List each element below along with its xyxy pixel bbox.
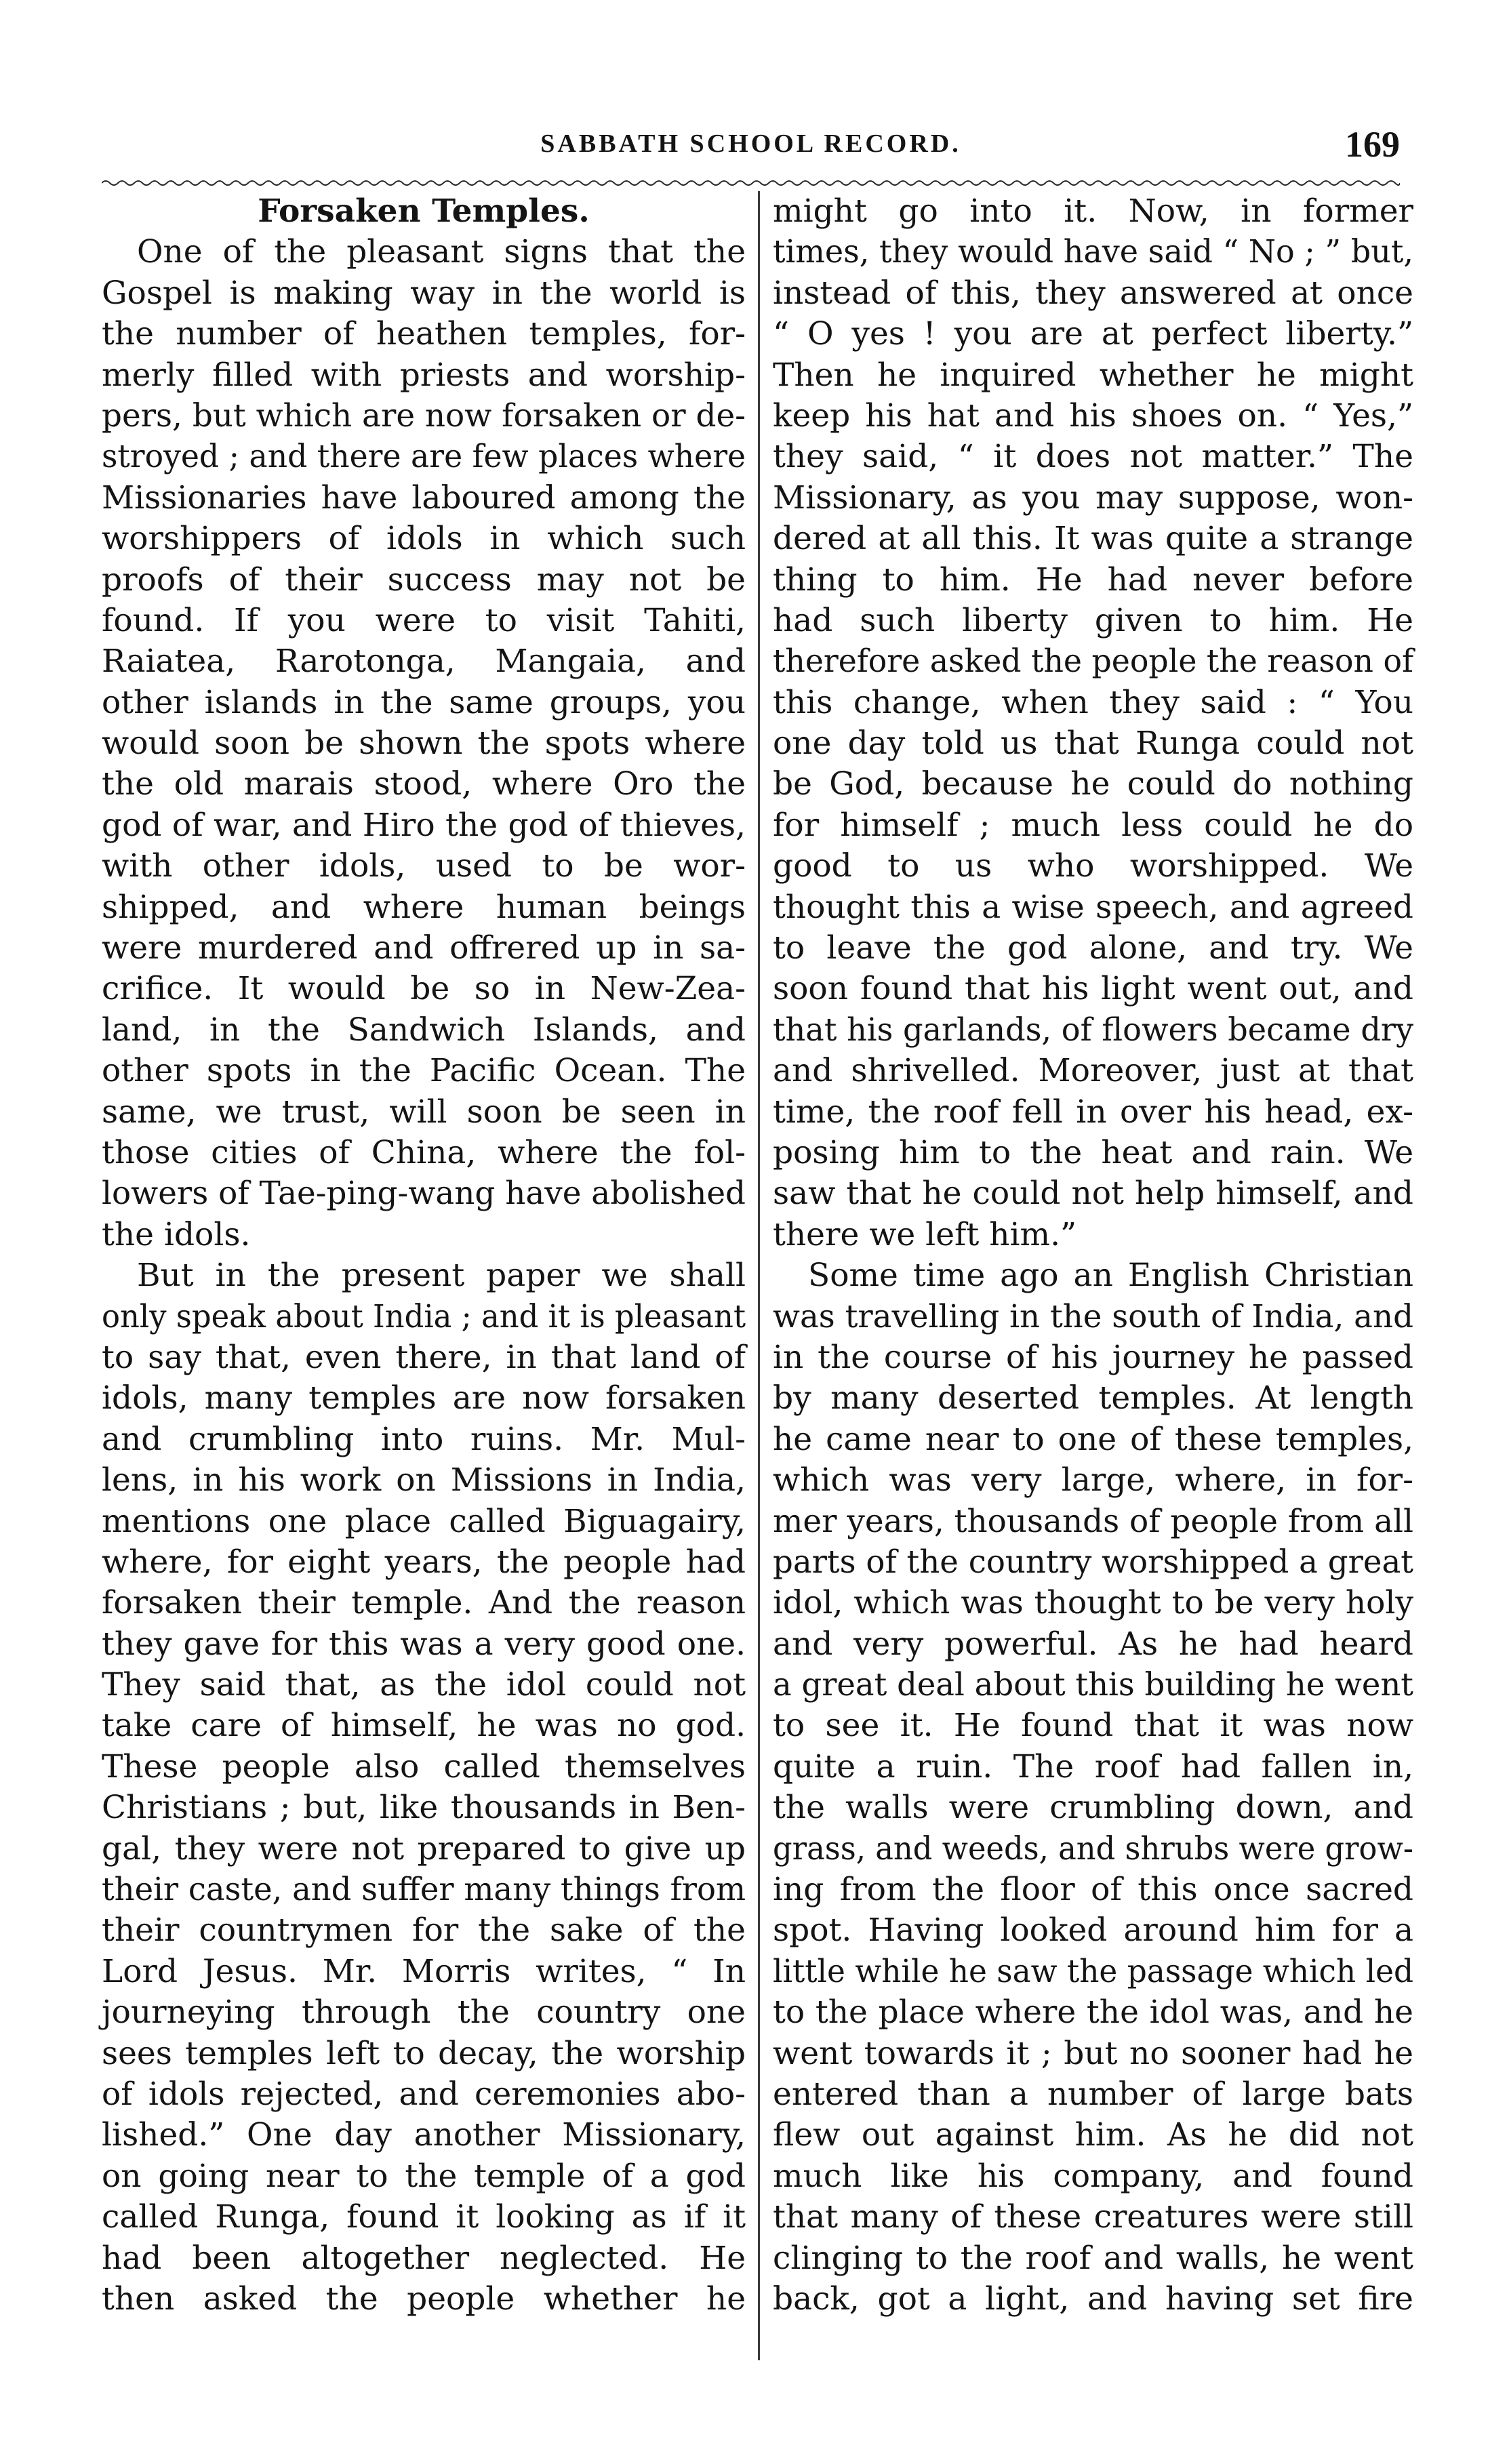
text-line: went towards it ; but no sooner had he [773, 2034, 1413, 2072]
text-line: grass, and weeds, and shrubs were grow- [773, 1830, 1413, 1867]
text-line: entered than a number of large bats [773, 2075, 1413, 2113]
text-line: then asked the people whether he [102, 2280, 746, 2318]
text-line: Gospel is making way in the world is [102, 274, 746, 312]
right-column [773, 191, 1413, 2320]
text-line: found. If you were to visit Tahiti, [102, 601, 746, 639]
article-title: Forsaken Temples. [258, 193, 590, 230]
text-line: were murdered and offrered up in sa- [102, 929, 746, 967]
text-line: One of the pleasant signs that the [137, 233, 746, 271]
text-line: the walls were crumbling down, and [773, 1789, 1414, 1827]
text-line: and crumbling into ruins. Mr. Mul- [102, 1420, 746, 1458]
text-line: Some time ago an English Christian [808, 1257, 1413, 1295]
text-line: and very powerful. As he had heard [773, 1625, 1414, 1663]
page-header [102, 124, 1400, 172]
text-line: time, the roof fell in over his head, ex- [773, 1093, 1414, 1131]
text-line: that many of these creatures were still [773, 2198, 1414, 2236]
text-line: for himself ; much less could he do [773, 806, 1413, 844]
text-line: same, we trust, will soon be seen in [102, 1093, 746, 1131]
text-line: their caste, and suffer many things from [102, 1871, 746, 1909]
text-line: called Runga, found it looking as if it [102, 2198, 746, 2236]
text-line: idol, which was thought to be very holy [773, 1584, 1413, 1622]
text-line: proofs of their success may not be [102, 561, 746, 599]
text-line: which was very large, where, in for- [773, 1461, 1413, 1499]
text-line: to say that, even there, in that land of [102, 1338, 746, 1376]
text-line: “ O yes ! you are at perfect liberty.” [773, 315, 1414, 353]
column-divider [758, 191, 760, 2360]
text-line: of idols rejected, and ceremonies abo- [102, 2075, 746, 2113]
text-line: pers, but which are now forsaken or de- [102, 397, 746, 435]
header-rule [102, 178, 1400, 187]
text-line: soon found that his light went out, and [773, 970, 1414, 1008]
text-line: worshippers of idols in which such [102, 520, 746, 558]
text-line: keep his hat and his shoes on. “ Yes,” [773, 397, 1413, 435]
text-line: posing him to the heat and rain. We [773, 1133, 1414, 1171]
text-line: therefore asked the people the reason of [773, 643, 1414, 681]
text-line: forsaken their temple. And the reason [102, 1584, 746, 1622]
text-line: that his garlands, of flowers became dry [773, 1011, 1414, 1049]
text-line: be God, because he could do nothing [773, 765, 1413, 803]
text-line: ing from the floor of this once sacred [773, 1871, 1413, 1909]
text-line: Then he inquired whether he might [773, 356, 1413, 394]
text-line: with other idols, used to be wor- [102, 847, 746, 885]
text-line: other islands in the same groups, you [102, 683, 746, 721]
text-line: Missionary, as you may suppose, won- [773, 479, 1413, 517]
text-line: they gave for this was a very good one. [102, 1625, 746, 1663]
text-line: might go into it. Now, in former [773, 193, 1414, 230]
text-line: spot. Having looked around him for a [773, 1912, 1413, 1950]
text-line: those cities of China, where the fol- [102, 1133, 746, 1171]
text-line: sees temples left to decay, the worship [102, 2034, 746, 2072]
text-line: instead of this, they answered at once [773, 274, 1413, 312]
text-line: much like his company, and found [773, 2157, 1414, 2195]
text-line: good to us who worshipped. We [773, 847, 1414, 885]
text-line: in the course of his journey he passed [773, 1338, 1413, 1376]
text-line: gal, they were not prepared to give up [102, 1830, 746, 1867]
text-line: to leave the god alone, and try. We [773, 929, 1413, 967]
text-line: on going near to the temple of a god [102, 2157, 746, 2195]
text-line: Missionaries have laboured among the [102, 479, 746, 517]
text-line: he came near to one of these temples, [773, 1420, 1414, 1458]
text-line: to the place where the idol was, and he [773, 1994, 1413, 2032]
text-line: and shrivelled. Moreover, just at that [773, 1052, 1414, 1090]
text-line: thing to him. He had never before [773, 561, 1413, 599]
text-line: take care of himself, he was no god. [102, 1707, 746, 1745]
text-line: the idols. [102, 1215, 251, 1253]
text-line: the number of heathen temples, for- [102, 315, 746, 353]
text-line: Raiatea, Rarotonga, Mangaia, and [102, 643, 746, 681]
text-line: parts of the country worshipped a great [773, 1543, 1414, 1581]
text-line: Lord Jesus. Mr. Morris writes, “ In [102, 1952, 746, 1990]
text-line: where, for eight years, the people had [102, 1543, 746, 1581]
text-line: would soon be shown the spots where [102, 725, 746, 763]
text-line: they said, “ it does not matter.” The [773, 438, 1413, 476]
text-line: only speak about India ; and it is pleasant [102, 1297, 746, 1335]
text-line: flew out against him. As he did not [773, 2116, 1413, 2154]
text-line: stroyed ; and there are few places where [102, 438, 746, 476]
text-line: other spots in the Pacific Ocean. The [102, 1052, 746, 1090]
text-line: times, they would have said “ No ; ” but, [773, 233, 1413, 271]
text-line: merly filled with priests and worship- [102, 356, 746, 394]
text-line: journeying through the country one [102, 1994, 746, 2032]
text-line: this change, when they said : “ You [773, 683, 1413, 721]
text-line: crifice. It would be so in New-Zea- [102, 970, 746, 1008]
running-head: SABBATH SCHOOL RECORD. [540, 129, 961, 158]
text-line: by many deserted temples. At length [773, 1379, 1414, 1417]
text-line: clinging to the roof and walls, he went [773, 2239, 1414, 2277]
text-line: lens, in his work on Missions in India, [102, 1461, 746, 1499]
text-line: But in the present paper we shall [137, 1257, 746, 1295]
text-line: idols, many temples are now forsaken [102, 1379, 746, 1417]
text-line: the old marais stood, where Oro the [102, 765, 746, 803]
text-line: had such liberty given to him. He [773, 601, 1413, 639]
page-number: 169 [1345, 124, 1400, 165]
text-line: was travelling in the south of India, and [773, 1297, 1413, 1335]
text-line: back, got a light, and having set fire [773, 2280, 1413, 2318]
text-line: thought this a wise speech, and agreed [773, 888, 1413, 926]
text-line: These people also called themselves [102, 1748, 746, 1785]
text-line: a great deal about this building he went [773, 1666, 1413, 1704]
text-line: mentions one place called Biguagairy, [102, 1502, 746, 1540]
text-line: one day told us that Runga could not [773, 725, 1413, 763]
text-line: Christians ; but, like thousands in Ben- [102, 1789, 746, 1827]
text-line: there we left him.” [773, 1215, 1077, 1253]
text-line: mer years, thousands of people from all [773, 1502, 1413, 1540]
text-line: their countrymen for the sake of the [102, 1912, 746, 1950]
text-line: lowers of Tae-ping-wang have abolished [102, 1175, 746, 1213]
text-line: to see it. He found that it was now [773, 1707, 1414, 1745]
text-line: little while he saw the passage which led [773, 1952, 1414, 1990]
text-line: land, in the Sandwich Islands, and [102, 1011, 746, 1049]
text-line: lished.” One day another Missionary, [102, 2116, 746, 2154]
text-line: They said that, as the idol could not [102, 1666, 746, 1704]
text-line: had been altogether neglected. He [102, 2239, 746, 2277]
text-line: god of war, and Hiro the god of thieves, [102, 806, 746, 844]
left-column [102, 191, 746, 2320]
text-line: shipped, and where human beings [102, 888, 746, 926]
text-line: quite a ruin. The roof had fallen in, [773, 1748, 1414, 1785]
text-line: saw that he could not help himself, and [773, 1175, 1413, 1213]
text-line: dered at all this. It was quite a strange [773, 520, 1413, 558]
